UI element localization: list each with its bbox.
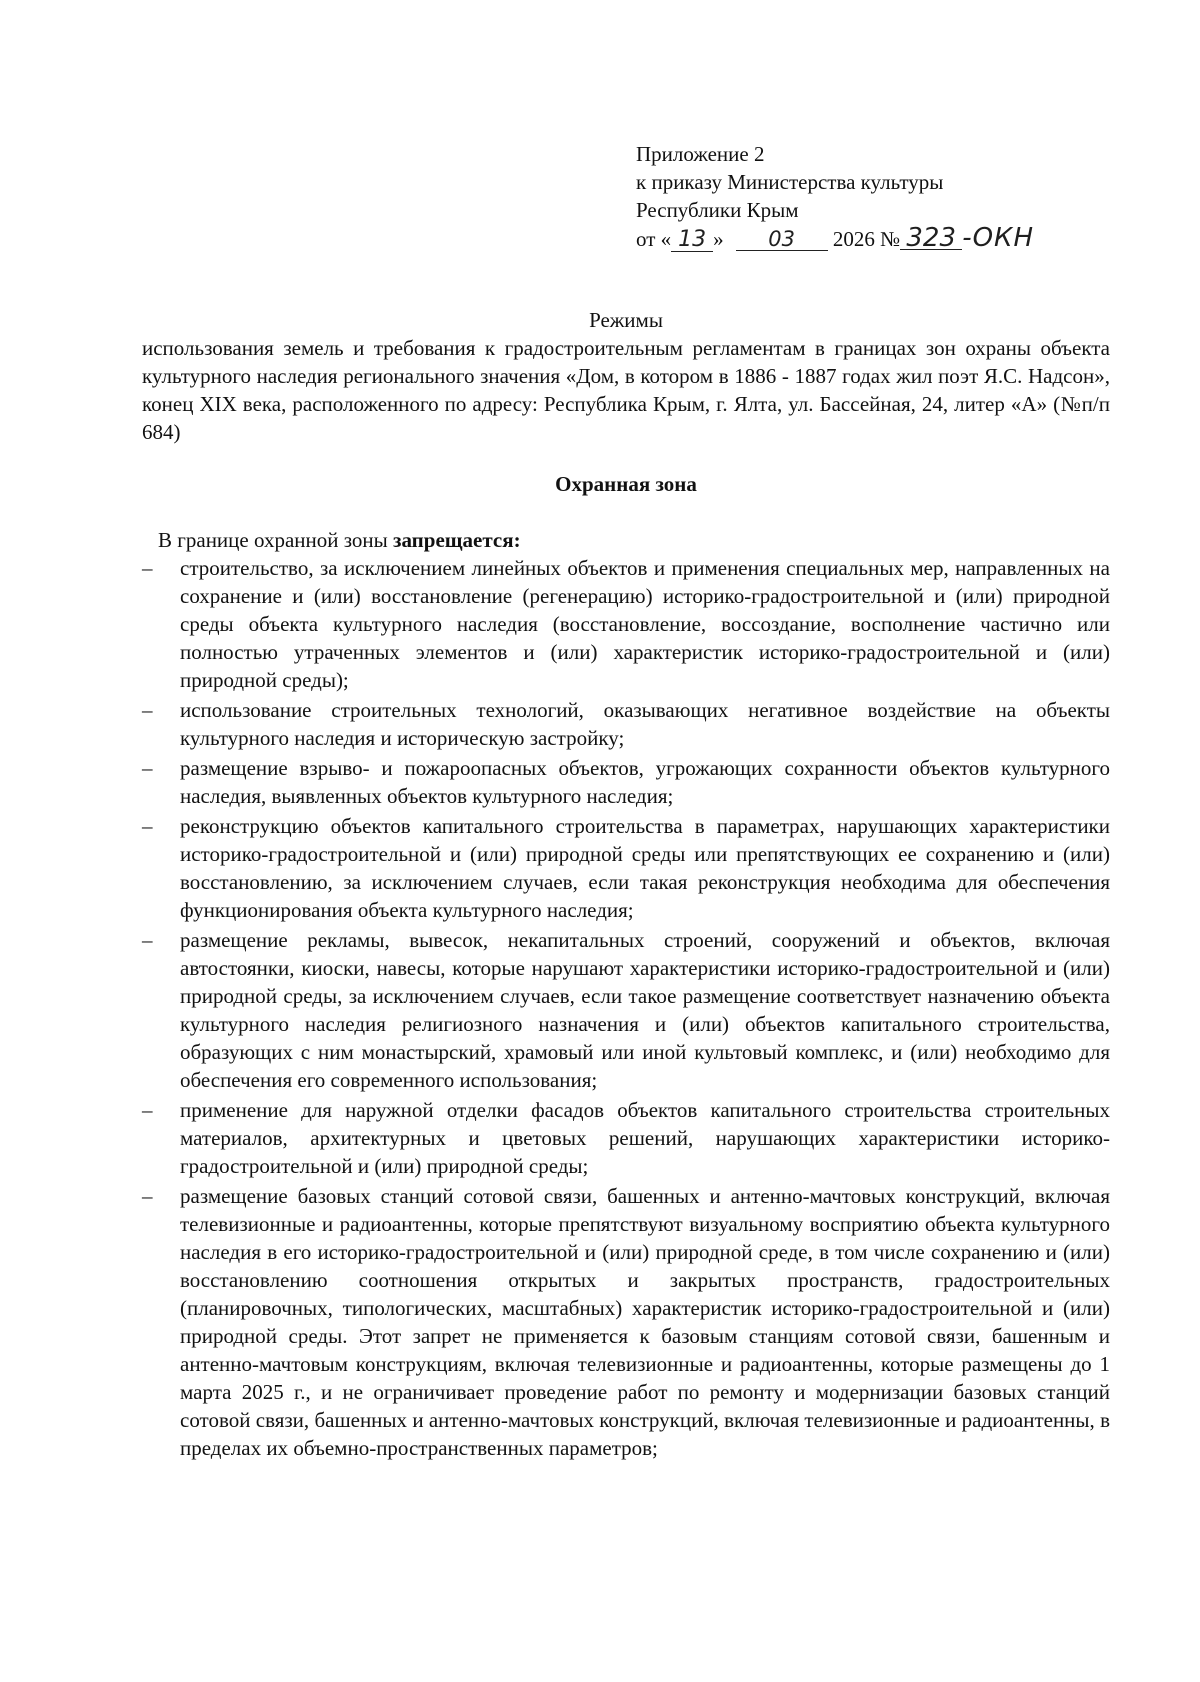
document-title-description: использования земель и требования к градостроительным регламентам в границах зон охраны объекта культурного наследия регионального значения «Дом, в котором в 1886 - 1887 годах жил поэт Я.С. Надсон», конец XIX века, расположенного по адресу: Республика Крым, г. Ялта, ул. Бассейная, 24, литер «А» (№п/п 684) [142, 336, 1110, 444]
list-item [142, 696, 1110, 752]
bullet-dash: – [142, 1098, 153, 1122]
appendix-line-1: Приложение 2 [636, 142, 765, 166]
date-year: 2026 № [832, 227, 901, 251]
date-prefix: от « [636, 227, 672, 251]
list-item-text: реконструкцию объектов капитального строительства в параметрах, нарушающих характеристики историко-градостроительной и (или) природной среды или препятствующих ее сохранению и (или) восстановлению, за исключением случаев, если такая реконструкция необходима для обеспечения функционирования объекта культурного наследия; [180, 814, 1110, 922]
list-item-text: размещение взрыво- и пожароопасных объектов, угрожающих сохранности объектов культурного наследия, выявленных объектов культурного наследия; [180, 756, 1110, 808]
section-heading: Охранная зона [555, 472, 697, 496]
list-item [142, 1096, 1110, 1180]
intro-bold: запрещается: [393, 528, 521, 552]
intro-text: В границе охранной зоны [158, 528, 394, 552]
bullet-dash: – [142, 928, 153, 952]
bullet-dash: – [142, 698, 153, 722]
order-number-handwritten: 323 [900, 227, 962, 250]
bullet-dash: – [142, 556, 153, 580]
appendix-line-3: Республики Крым [636, 198, 799, 222]
appendix-block [636, 140, 1116, 252]
list-item-text: применение для наружной отделки фасадов объектов капитального строительства строительных материалов, архитектурных и цветовых решений, нарушающих характеристики историко-градостроительной и (или) природной среды; [180, 1098, 1110, 1178]
list-item [142, 754, 1110, 810]
order-number-suffix-handwritten: -ОКН [962, 223, 1035, 253]
prohibitions-list [142, 554, 1110, 1464]
document-title: Режимы [589, 308, 663, 332]
section-intro [158, 526, 1108, 554]
list-item [142, 1182, 1110, 1462]
list-item [142, 926, 1110, 1094]
date-month-handwritten: 03 [736, 228, 828, 251]
date-day-handwritten: 13 [671, 229, 713, 252]
bullet-dash: – [142, 814, 153, 838]
list-item-text: использование строительных технологий, оказывающих негативное воздействие на объекты культурного наследия и историческую застройку; [180, 698, 1110, 750]
list-item-text: размещение рекламы, вывесок, некапитальных строений, сооружений и объектов, включая автостоянки, киоски, навесы, которые нарушают характеристики историко-градостроительной и (или) природной среды, за исключением случаев, если такое размещение соответствует назначению объекта культурного наследия религиозного назначения и (или) объектов капитального строительства, образующих с ним монастырский, храмовый или иной культовый комплекс, и (или) необходимо для обеспечения его современного использования; [180, 928, 1110, 1092]
order-date-line [636, 224, 1116, 252]
list-item [142, 554, 1110, 694]
date-mid: » [713, 227, 724, 251]
list-item [142, 812, 1110, 924]
list-item-text: строительство, за исключением линейных объектов и применения специальных мер, направленных на сохранение и (или) восстановление (регенерацию) историко-градостроительной и (или) природной среды объекта культурного наследия (восстановление, воссоздание, восполнение частично или полностью утраченных элементов и (или) характеристик историко-градостроительной и (или) природной среды); [180, 556, 1110, 692]
bullet-dash: – [142, 756, 153, 780]
appendix-line-2: к приказу Министерства культуры [636, 170, 944, 194]
bullet-dash: – [142, 1184, 153, 1208]
list-item-text: размещение базовых станций сотовой связи, башенных и антенно-мачтовых конструкций, включая телевизионные и радиоантенны, которые препятствуют визуальному восприятию объекта культурного наследия в его историко-градостроительной и (или) природной среде, в том числе сохранению и (или) восстановлению соотношения открытых и закрытых пространств, градостроительных (планировочных, типологических, масштабных) характеристик историко-градостроительной и (или) природной среды. Этот запрет не применяется к базовым станциям сотовой связи, башенным и антенно-мачтовым конструкциям, включая телевизионные и радиоантенны, которые размещены до 1 марта 2025 г., и не ограничивает проведение работ по ремонту и модернизации базовых станций сотовой связи, башенных и антенно-мачтовых конструкций, включая телевизионные и радиоантенны, в пределах их объемно-пространственных параметров; [180, 1184, 1110, 1460]
